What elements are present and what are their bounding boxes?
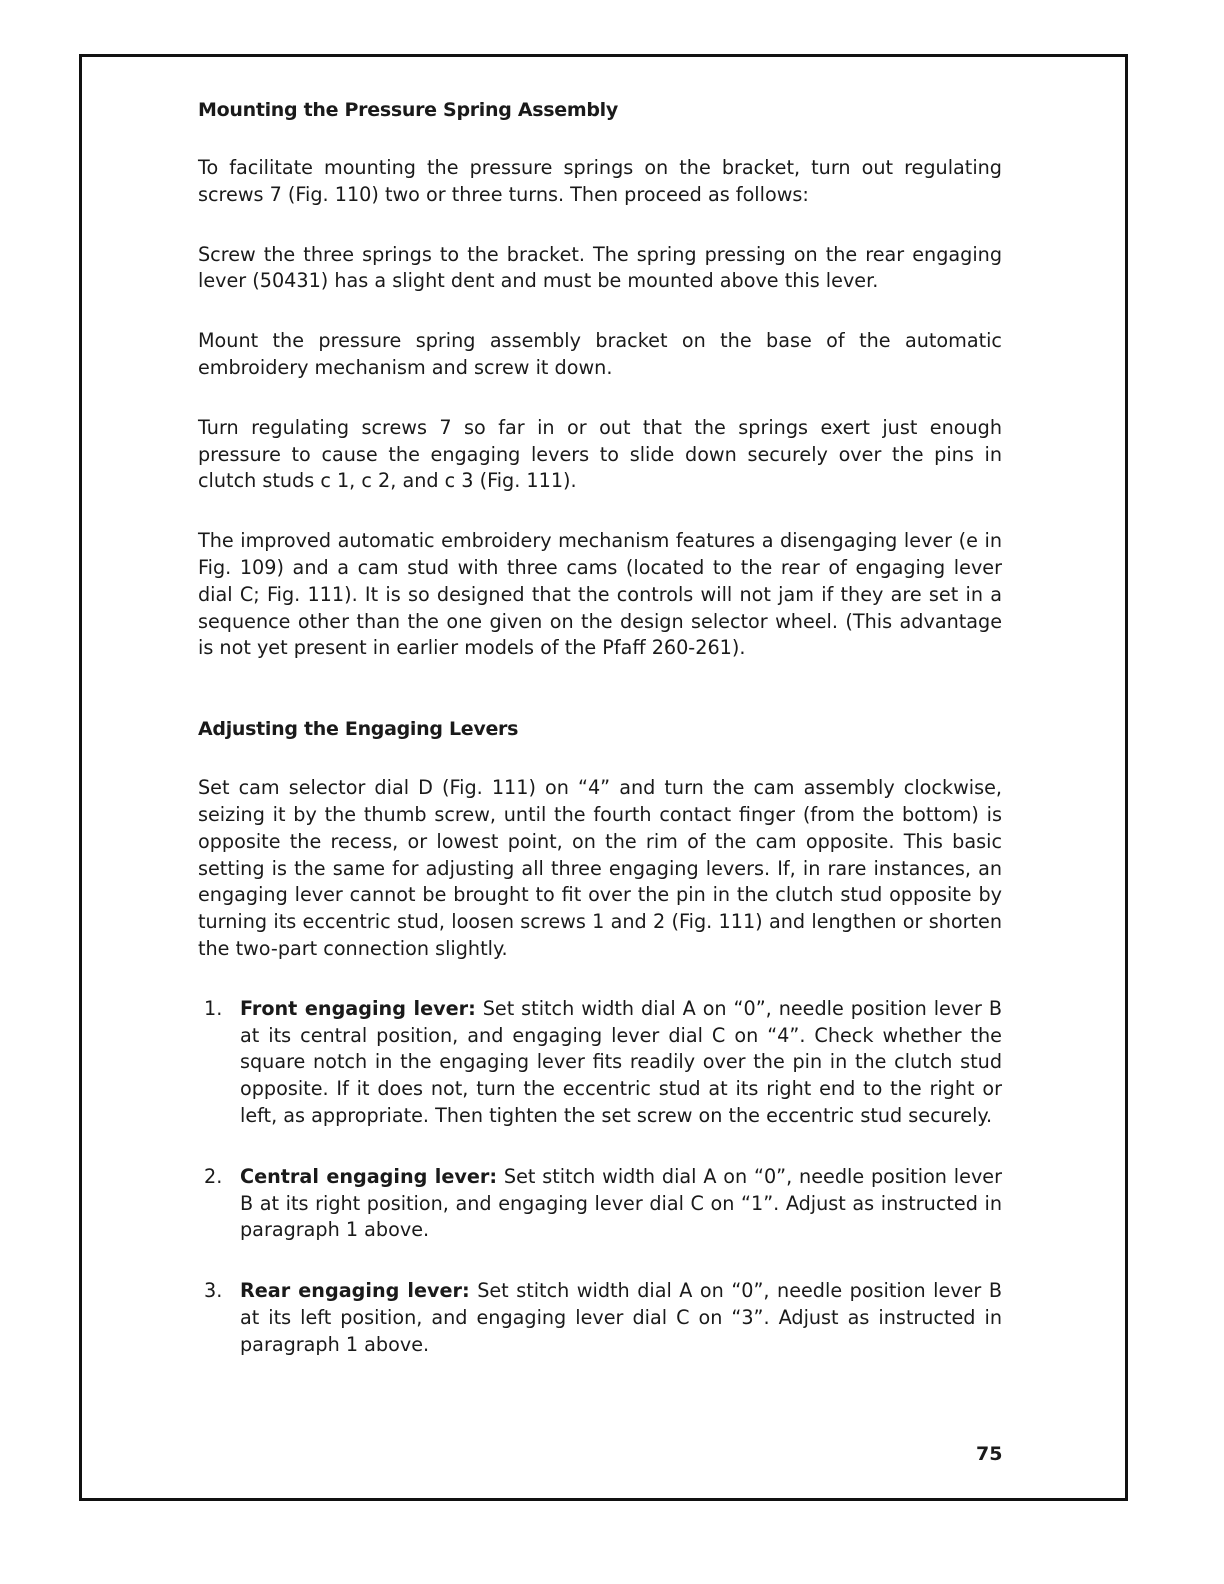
paragraph-improved-mechanism: The improved automatic embroidery mechanism features a disengaging lever (e in Fig. 109) and a cam stud with three cams (located to the rear of engaging lever dial C; Fig. 111). It is so designed that the controls will not jam if they are set in a sequence other than the one given on the design selector wheel. (This advantage is not yet present in earlier models of the Pfaff 260-261). — [198, 529, 1002, 660]
list-item-term: Central engaging lever: — [240, 1164, 498, 1188]
paragraph-screw-springs: Screw the three springs to the bracket. The spring pressing on the rear engaging lever (50431) has a slight dent and must be mounted above this lever. — [198, 242, 1002, 293]
paragraph-turn-regulating-screws: Turn regulating screws 7 so far in or out that the springs exert just enough pressure to cause the engaging levers to slide down securely over the pins in clutch studs c 1, c 2, and c 3 (Fig. 111). — [198, 415, 1002, 493]
list-item-text: Set stitch width dial A on “0”, needle position lever B at its central position, and engaging lever dial C on “4”. Check whether the square notch in the engaging lever fits readily over the pin in the clutch stud opposite. If it does not, turn the eccentric stud at its right end to the right or left, as appropriate. Then tighten the set screw on the eccentric stud securely. — [240, 996, 1002, 1127]
list-item-body — [240, 1278, 1002, 1358]
page-number: 75 — [976, 1443, 1003, 1465]
list-item-number: 2. — [204, 1164, 223, 1188]
list-item-rear-lever — [198, 1278, 1002, 1358]
page-content — [198, 96, 1002, 1359]
list-item-central-lever — [198, 1164, 1002, 1244]
section-heading-mounting: Mounting the Pressure Spring Assembly — [198, 99, 618, 121]
list-item-body — [240, 1164, 1002, 1244]
list-item-text: Set stitch width dial A on “0”, needle position lever B at its right position, and engaging lever dial C on “1”. Adjust as instructed in paragraph 1 above. — [240, 1164, 1002, 1242]
section-heading-adjusting: Adjusting the Engaging Levers — [198, 718, 519, 741]
list-item-term: Rear engaging lever: — [240, 1279, 470, 1303]
list-item-number: 1. — [204, 996, 223, 1020]
paragraph-facilitate-mounting: To facilitate mounting the pressure springs on the bracket, turn out regulating screws 7 (Fig. 110) two or three turns. Then proceed as follows: — [198, 156, 1002, 206]
list-item-number: 3. — [204, 1279, 223, 1303]
adjustment-steps-list — [198, 996, 1002, 1359]
paragraph-mount-bracket: Mount the pressure spring assembly bracket on the base of the automatic embroidery mechanism and screw it down. — [198, 329, 1002, 379]
list-item-text: Set stitch width dial A on “0”, needle position lever B at its left position, and engaging lever dial C on “3”. Adjust as instructed in paragraph 1 above. — [240, 1279, 1002, 1356]
paragraph-set-cam-selector: Set cam selector dial D (Fig. 111) on “4” and turn the cam assembly clockwise, seizing it by the thumb screw, until the fourth contact finger (from the bottom) is opposite the recess, or lowest point, on the rim of the cam opposite. This basic setting is the same for adjusting all three engaging levers. If, in rare instances, an engaging lever cannot be brought to fit over the pin in the clutch stud opposite by turning its eccentric stud, loosen screws 1 and 2 (Fig. 111) and lengthen or shorten the two-part connection slightly. — [198, 776, 1002, 960]
list-item-body — [240, 996, 1002, 1130]
list-item-term: Front engaging lever: — [240, 996, 476, 1020]
list-item-front-lever — [198, 996, 1002, 1130]
